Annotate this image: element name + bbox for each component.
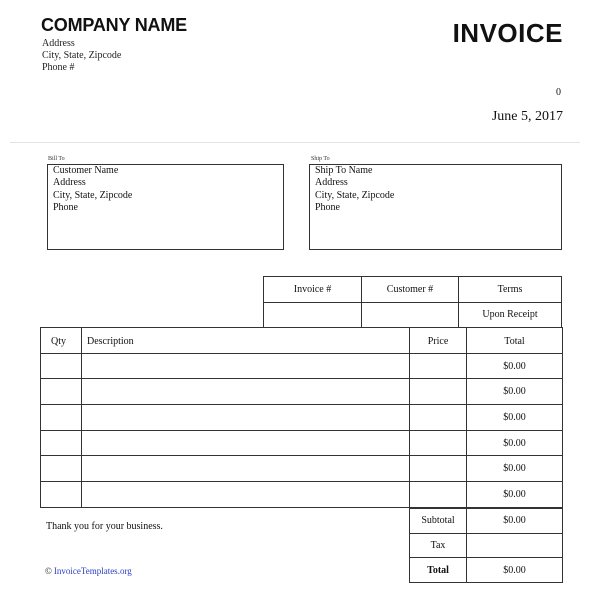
item-qty bbox=[41, 405, 82, 431]
invoice-meta-table bbox=[263, 276, 562, 328]
items-header-row bbox=[41, 328, 563, 354]
ship-to-label: Ship To bbox=[311, 156, 330, 162]
copyright-icon: © bbox=[45, 566, 52, 576]
bill-to-city: City, State, Zipcode bbox=[53, 189, 133, 201]
item-price bbox=[410, 482, 467, 508]
total-header: Total bbox=[467, 328, 563, 354]
company-phone: Phone # bbox=[42, 62, 75, 73]
company-address: Address bbox=[42, 38, 75, 49]
bill-to-phone: Phone bbox=[53, 201, 78, 213]
total-label: Total bbox=[410, 558, 467, 583]
table-row bbox=[41, 379, 563, 405]
item-description bbox=[82, 405, 410, 431]
item-qty bbox=[41, 379, 82, 405]
invoice-number-header: Invoice # bbox=[264, 277, 362, 303]
item-total: $0.00 bbox=[467, 405, 563, 431]
item-price bbox=[410, 379, 467, 405]
table-row bbox=[41, 430, 563, 456]
item-price bbox=[410, 456, 467, 482]
customer-number-value bbox=[362, 302, 459, 328]
item-price bbox=[410, 430, 467, 456]
table-row bbox=[41, 482, 563, 508]
line-items-table bbox=[40, 327, 563, 508]
invoice-title: INVOICE bbox=[452, 18, 563, 48]
terms-header: Terms bbox=[459, 277, 562, 303]
item-total: $0.00 bbox=[467, 482, 563, 508]
ship-to-box bbox=[309, 164, 562, 250]
table-row bbox=[41, 456, 563, 482]
bill-to-box bbox=[47, 164, 284, 250]
bill-to-label: Bill To bbox=[48, 156, 65, 162]
company-city: City, State, Zipcode bbox=[42, 50, 122, 61]
item-price bbox=[410, 353, 467, 379]
item-description bbox=[82, 482, 410, 508]
subtotal-value: $0.00 bbox=[467, 509, 563, 534]
price-header: Price bbox=[410, 328, 467, 354]
customer-number-header: Customer # bbox=[362, 277, 459, 303]
description-header: Description bbox=[82, 328, 410, 354]
template-credit bbox=[45, 566, 132, 576]
item-qty bbox=[41, 482, 82, 508]
bill-to-name: Customer Name bbox=[53, 165, 119, 176]
item-description bbox=[82, 456, 410, 482]
item-description bbox=[82, 430, 410, 456]
ship-to-city: City, State, Zipcode bbox=[315, 189, 395, 201]
total-value: $0.00 bbox=[467, 558, 563, 583]
ship-to-phone: Phone bbox=[315, 201, 340, 213]
item-qty bbox=[41, 456, 82, 482]
thank-you-note: Thank you for your business. bbox=[46, 521, 163, 532]
tax-value bbox=[467, 533, 563, 558]
invoice-date: June 5, 2017 bbox=[491, 109, 563, 124]
subtotal-label: Subtotal bbox=[410, 509, 467, 534]
table-row bbox=[41, 405, 563, 431]
item-price bbox=[410, 405, 467, 431]
ship-to-name: Ship To Name bbox=[315, 165, 373, 176]
invoice-number-value bbox=[264, 302, 362, 328]
item-total: $0.00 bbox=[467, 353, 563, 379]
tax-label: Tax bbox=[410, 533, 467, 558]
terms-value: Upon Receipt bbox=[459, 302, 562, 328]
summary-table bbox=[409, 508, 563, 583]
item-total: $0.00 bbox=[467, 379, 563, 405]
item-description bbox=[82, 379, 410, 405]
invoice-number: 0 bbox=[556, 87, 561, 98]
item-total: $0.00 bbox=[467, 430, 563, 456]
header-divider bbox=[10, 142, 580, 143]
item-description bbox=[82, 353, 410, 379]
company-name: COMPANY NAME bbox=[41, 15, 187, 35]
qty-header: Qty bbox=[41, 328, 82, 354]
item-qty bbox=[41, 430, 82, 456]
bill-to-address: Address bbox=[53, 177, 86, 189]
item-total: $0.00 bbox=[467, 456, 563, 482]
credit-link[interactable]: InvoiceTemplates.org bbox=[53, 566, 132, 576]
table-row bbox=[41, 353, 563, 379]
item-qty bbox=[41, 353, 82, 379]
ship-to-address: Address bbox=[315, 177, 348, 189]
